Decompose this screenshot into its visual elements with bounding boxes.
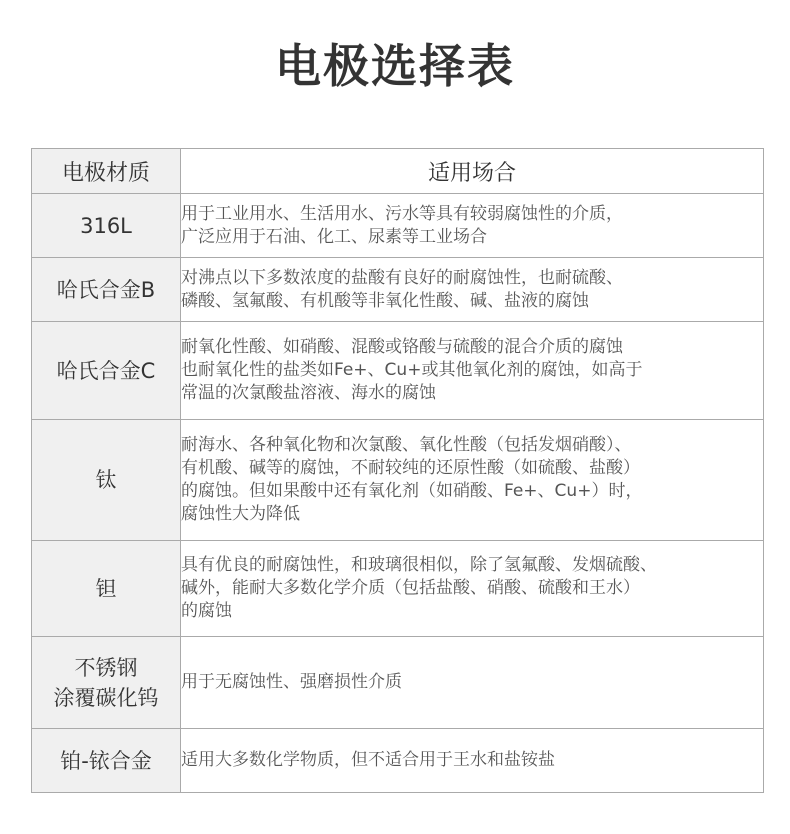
table-row (32, 541, 764, 637)
application-cell (181, 194, 764, 258)
application-line: 用于无腐蚀性、强磨损性介质 (181, 672, 402, 692)
table-row (32, 420, 764, 541)
application-line: 有机酸、碱等的腐蚀，不耐较纯的还原性酸（如硫酸、盐酸） (181, 458, 640, 478)
table-row (32, 194, 764, 258)
application-cell (181, 541, 764, 637)
table-row (32, 258, 764, 322)
application-line: 腐蚀性大为降低 (181, 504, 300, 524)
material-cell (32, 194, 181, 258)
application-line: 磷酸、氢氟酸、有机酸等非氧化性酸、碱、盐液的腐蚀 (181, 290, 589, 311)
material-cell (32, 637, 181, 729)
table-row (32, 322, 764, 420)
material-label: 钽 (95, 576, 117, 601)
application-line: 碱外，能耐大多数化学介质（包括盐酸、硝酸、硫酸和王水） (181, 578, 640, 598)
application-line: 耐海水、各种氧化物和次氯酸、氧化性酸（包括发烟硝酸）、 (181, 435, 632, 455)
application-line: 对沸点以下多数浓度的盐酸有良好的耐腐蚀性，也耐硫酸、 (181, 267, 623, 288)
electrode-selection-table (31, 148, 764, 793)
application-line: 的腐蚀 (181, 601, 232, 621)
material-label: 涂覆碳化钨 (53, 685, 159, 710)
table-row (32, 729, 764, 793)
page-title: 电极选择表 (275, 39, 515, 93)
material-label: 316L (80, 213, 132, 238)
application-line: 适用大多数化学物质，但不适合用于王水和盐铵盐 (181, 750, 555, 770)
material-label: 铂-铱合金 (60, 748, 152, 773)
material-cell (32, 729, 181, 793)
application-cell (181, 637, 764, 729)
application-line: 广泛应用于石油、化工、尿素等工业场合 (181, 226, 487, 247)
application-cell (181, 322, 764, 420)
application-line: 常温的次氯酸盐溶液、海水的腐蚀 (181, 383, 436, 403)
application-cell (181, 258, 764, 322)
material-cell (32, 322, 181, 420)
application-line: 具有优良的耐腐蚀性，和玻璃很相似，除了氢氟酸、发烟硫酸、 (181, 555, 657, 575)
table-header-row (32, 149, 764, 194)
material-label: 哈氏合金B (56, 277, 156, 302)
material-cell (32, 420, 181, 541)
material-cell (32, 541, 181, 637)
application-cell (181, 729, 764, 793)
application-line: 用于工业用水、生活用水、污水等具有较弱腐蚀性的介质， (181, 203, 623, 224)
material-label: 哈氏合金C (56, 358, 156, 383)
application-line: 耐氧化性酸、如硝酸、混酸或铬酸与硫酸的混合介质的腐蚀 (181, 337, 623, 357)
application-line: 的腐蚀。但如果酸中还有氧化剂（如硝酸、Fe+、Cu+）时， (181, 481, 643, 501)
application-line: 也耐氧化性的盐类如Fe+、Cu+或其他氧化剂的腐蚀，如高于 (181, 360, 643, 380)
table-row (32, 637, 764, 729)
application-cell (181, 420, 764, 541)
material-label: 不锈钢 (74, 655, 138, 680)
material-cell (32, 258, 181, 322)
material-label: 钛 (95, 468, 117, 492)
header-material: 电极材质 (32, 149, 181, 194)
header-application: 适用场合 (181, 149, 764, 194)
